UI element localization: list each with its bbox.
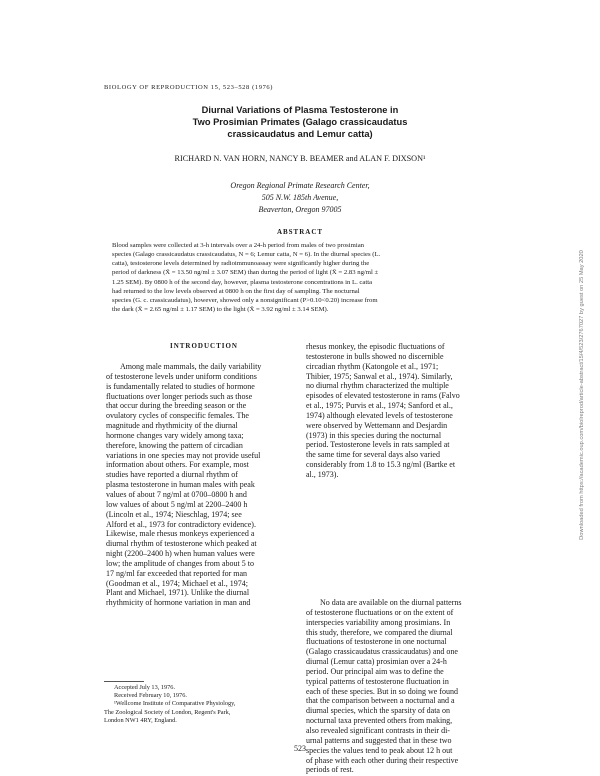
abstract-heading: ABSTRACT (276, 228, 324, 236)
body-line: each of these species. But in so doing we found (306, 686, 458, 696)
footnote-line: Received February 10, 1976. (114, 692, 187, 700)
body-line: diurnal rhythm of testosterone which peaked at (106, 539, 257, 549)
body-line: 17 ng/ml far exceeded that reported for man (106, 568, 248, 578)
article-title (150, 104, 450, 140)
body-line: diurnal (Lemur catta) prosimian over a 24-h (306, 657, 447, 667)
abstract-line: had returned to the low levels observed at 0800 h on the first day of sampling. The nocturnal (112, 287, 360, 295)
body-line: of testosterone fluctuations or on the extent of (306, 607, 454, 617)
body-line: Among male mammals, the daily variability (120, 362, 262, 371)
body-line: also revealed significant contrasts in their di- (306, 725, 450, 735)
abstract-line: 1.25 SEM). By 0800 h of the second day, however, plasma testosterone concentrations in L. catta (112, 278, 373, 286)
body-line: No data are available on the diurnal patterns (320, 598, 462, 607)
body-line: periods of rest. (306, 765, 354, 775)
download-watermark-text: Downloaded from https://academic.oup.com/biolreprod/article-abstract/15/4/523/2767027 by guest on 25 May 2020 (579, 250, 585, 540)
body-line: circadian rhythm (Katongole et al., 1971; (306, 361, 439, 371)
body-line: night (2200–2400 h) when human values were (106, 549, 255, 559)
body-line: (Galago crassicaudatus crassicaudatus) and one (306, 647, 458, 657)
body-line: low; the amplitude of changes from about 5 to (106, 558, 254, 568)
body-line: of testosterone levels under uniform conditions (106, 371, 257, 381)
abstract-line: period of darkness (X̄ = 13.50 ng/ml ± 3.07 SEM) than during the period of light (X̄ = 2.83 ng/ml ± (112, 269, 379, 277)
body-line: plasma testosterone in human males with peak (106, 480, 255, 490)
body-line: were observed by Wettemann and Desjardin (306, 420, 448, 430)
footnote-line: Accepted July 13, 1976. (114, 684, 176, 691)
body-line: rhesus monkey, the episodic fluctuations of (306, 342, 445, 351)
affiliation-line-1: Oregon Regional Primate Research Center, (230, 181, 370, 190)
body-line: values of about 7 ng/ml at 0700–0800 h and (106, 489, 247, 499)
body-line: fluctuations of testosterone in one nocturnal (306, 637, 447, 647)
footnote-line: The Zoological Society of London, Regent's Park, (104, 708, 231, 716)
body-line: al., 1973). (306, 469, 339, 479)
body-line: that the comparison between a nocturnal and a (306, 696, 455, 706)
title-line-3: crassicaudatus and Lemur catta) (227, 129, 373, 139)
body-line: (1973) in this species during the nocturnal (306, 430, 442, 440)
title-line-1: Diurnal Variations of Plasma Testosterone in (201, 105, 399, 115)
author-list: RICHARD N. VAN HORN, NANCY B. BEAMER and ALAN F. DIXSON¹ (174, 154, 426, 163)
body-line: studies have reported a diurnal rhythm of (106, 470, 238, 480)
body-line: et al., 1975; Purvis et al., 1974; Sanford et al., (306, 401, 453, 411)
abstract-line: the dark (X̄ = 2.65 ng/ml ± 1.17 SEM) to the light (X̄ = 3.92 ng/ml ± 3.14 SEM). (112, 306, 329, 314)
body-line: diurnal species, which the sparsity of data on (306, 706, 450, 716)
journal-header: BIOLOGY OF REPRODUCTION 15, 523–528 (1976) (104, 84, 274, 91)
body-line: considerably from 1.8 to 15.3 ng/ml (Bartke et (306, 460, 456, 470)
introduction-heading: INTRODUCTION (169, 342, 238, 350)
body-line: this study, therefore, we compared the diurnal (306, 627, 453, 637)
footnotes (104, 684, 294, 725)
body-line: that occur during the breeding season or the (106, 401, 247, 411)
body-line: urnal patterns and suggested that in these two (306, 735, 452, 745)
affiliation-line-2: 505 N.W. 185th Avenue, (261, 193, 339, 202)
right-column-paragraph-2 (306, 598, 498, 775)
body-line: rhythmicity of hormone variation in man and (106, 598, 251, 608)
body-line: interspecies variability among prosimians. In (306, 617, 451, 627)
body-line: typical patterns of testosterone fluctuation in (306, 676, 449, 686)
body-line: period. Our principal aim was to define the (306, 666, 444, 676)
abstract-line: catta), testosterone levels determined by radioimmunoassay were significantly higher during the (112, 260, 370, 268)
footnote-rule (104, 681, 144, 682)
right-column (306, 342, 498, 480)
body-line: Thibier, 1975; Sanwal et al., 1974). Similarly, (306, 371, 453, 381)
body-line: variations in one species may not provide useful (106, 450, 261, 460)
body-line: of phase with each other during their respective (306, 755, 459, 765)
body-line: magnitude and rhythmicity of the diurnal (106, 421, 238, 431)
body-line: fluctuations over longer periods such as those (106, 391, 253, 401)
body-line: low values of about 5 ng/ml at 2200–2400 h (106, 499, 248, 509)
body-line: Alford et al., 1973 for contradictory evidence). (106, 519, 256, 529)
left-column (106, 362, 298, 608)
affiliation (150, 180, 450, 216)
body-line: 1974) although elevated levels of testosterone (306, 410, 453, 420)
page-number: 523 (294, 744, 306, 753)
footnote-line: ¹Wellcome Institute of Comparative Physiology, (114, 700, 236, 708)
body-line: no diurnal rhythm characterized the multiple (306, 381, 449, 391)
body-line: (Lincoln et al., 1974; Nieschlag, 1974; see (106, 509, 242, 519)
body-line: episodes of elevated testosterone in rams (Falvo (306, 391, 460, 401)
body-line: species the values tend to peak about 12 h out (306, 745, 453, 755)
body-line: information about others. For example, most (106, 460, 249, 470)
title-line-2: Two Prosimian Primates (Galago crassicaudatus (192, 117, 408, 127)
affiliation-line-3: Beaverton, Oregon 97005 (258, 205, 342, 214)
abstract-line: species (G. c. crassicaudatus), however, showed only a nonsignificant (P>0.10<0.20) increase from (112, 296, 378, 304)
body-line: testosterone in bulls showed no discernible (306, 351, 444, 361)
body-line: period. Testosterone levels in rats sampled at (306, 440, 450, 450)
abstract-line: Blood samples were collected at 3-h intervals over a 24-h period from males of two prosimian (112, 242, 365, 249)
body-line: (Goodman et al., 1974; Michael et al., 1974; (106, 578, 248, 588)
body-line: the same time for several days also varied (306, 450, 440, 460)
body-line: Likewise, male rhesus monkeys experienced a (106, 529, 255, 539)
abstract-body (112, 241, 494, 314)
body-line: ovulatory cycles of conspecific females. The (106, 411, 249, 421)
body-line: is fundamentally related to studies of hormone (106, 381, 255, 391)
footnote-line: London NW1 4RY, England. (104, 716, 177, 724)
body-line: therefore, knowing the pattern of circadian (106, 440, 243, 450)
body-line: Plant and Michael, 1971). Unlike the diurnal (106, 588, 250, 598)
body-line: nocturnal taxa prevented others from making, (306, 716, 453, 726)
body-line: hormone changes vary widely among taxa; (106, 430, 244, 440)
abstract-line: species (Galago crassicaudatus crassicaudatus, N = 6; Lemur catta, N = 6). In the diurnal species (L. (112, 251, 381, 259)
